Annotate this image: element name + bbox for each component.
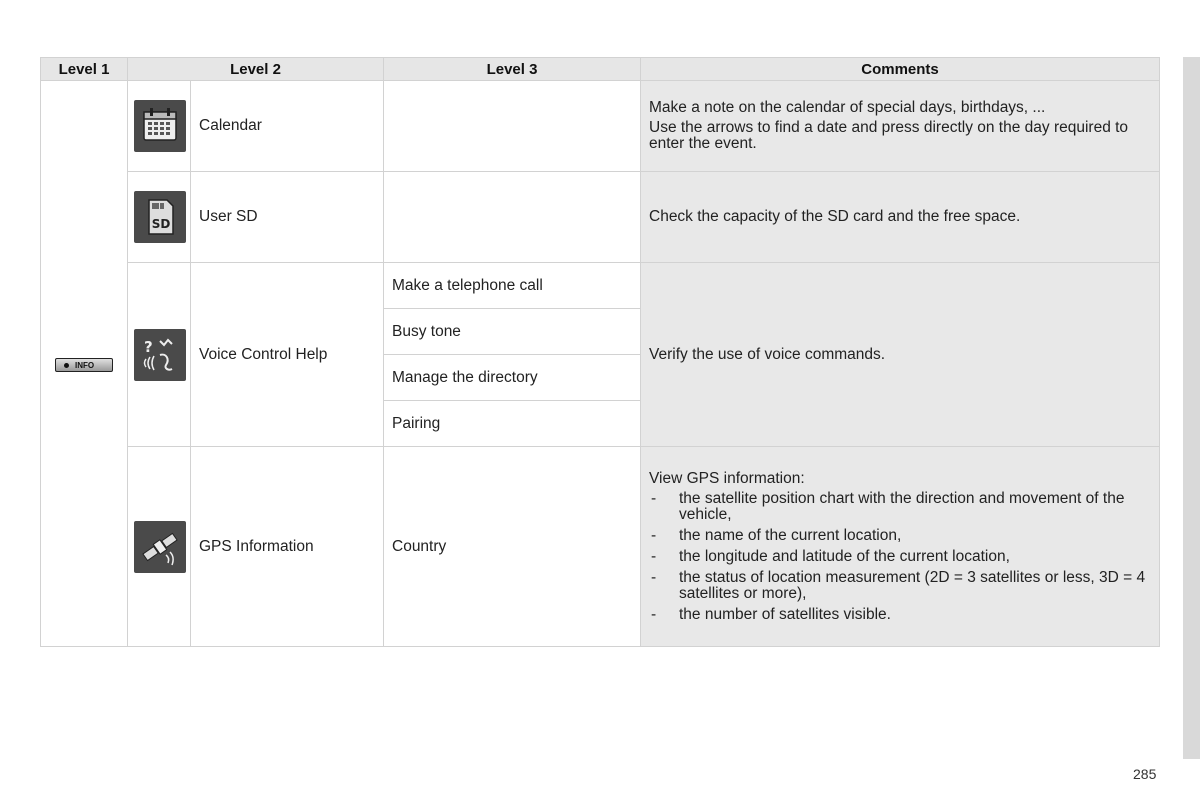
table-row-user-sd xyxy=(41,172,1160,263)
comment-calendar-line-1: Make a note on the calendar of special days, birthdays, ... xyxy=(649,99,1046,116)
page-number: 285 xyxy=(1133,766,1157,782)
calendar-icon xyxy=(134,100,186,152)
comment-user-sd xyxy=(641,172,1160,263)
sd-card-icon-cell xyxy=(128,172,191,263)
header-level-2: Level 2 xyxy=(128,58,384,81)
comment-voice-control xyxy=(641,263,1160,447)
table-row-voice-control xyxy=(41,263,1160,309)
header-row xyxy=(41,58,1160,81)
header-level-1: Level 1 xyxy=(41,58,128,81)
gps-satellite-icon xyxy=(134,521,186,573)
menu-table xyxy=(40,57,1160,647)
list-item: - the status of location measurement (2D = 3 satellites or less, 3D = 4 satellites or more), xyxy=(649,570,1151,602)
voice-help-icon-cell xyxy=(128,263,191,447)
list-item: - the longitude and latitude of the current location, xyxy=(649,549,1151,565)
level3-voice-item-1: Make a telephone call xyxy=(384,263,641,309)
table-row-calendar xyxy=(41,81,1160,172)
info-dot-icon xyxy=(64,363,69,368)
list-item: - the name of the current location, xyxy=(649,528,1151,544)
comment-gps-intro: View GPS information: xyxy=(649,469,805,487)
page-edge-bar xyxy=(1183,57,1200,759)
level2-voice-control-help: Voice Control Help xyxy=(191,263,384,447)
comment-calendar-line-2: Use the arrows to find a date and press directly on the day required to enter the event. xyxy=(649,119,1129,152)
level3-empty-user-sd xyxy=(384,172,641,263)
comment-voice-line-1: Verify the use of voice commands. xyxy=(649,345,886,363)
level2-calendar: Calendar xyxy=(191,81,384,172)
list-item: - the number of satellites visible. xyxy=(649,607,1151,623)
info-badge-label: INFO xyxy=(75,360,95,370)
comment-gps xyxy=(641,447,1160,647)
header-comments: Comments xyxy=(641,58,1160,81)
comment-calendar xyxy=(641,81,1160,172)
level1-cell xyxy=(41,81,128,647)
comment-gps-list xyxy=(649,491,1151,623)
level2-gps-information: GPS Information xyxy=(191,447,384,647)
info-button-badge xyxy=(55,358,113,372)
level3-voice-item-3: Manage the directory xyxy=(384,355,641,401)
list-item: - the satellite position chart with the direction and movement of the vehicle, xyxy=(649,491,1151,523)
comment-user-sd-line-1: Check the capacity of the SD card and the free space. xyxy=(649,208,1021,225)
level2-user-sd: User SD xyxy=(191,172,384,263)
svg-text:SD: SD xyxy=(151,217,170,231)
voice-help-icon xyxy=(134,329,186,381)
sd-card-icon xyxy=(134,191,186,243)
svg-text:?: ? xyxy=(143,337,153,356)
level3-voice-item-4: Pairing xyxy=(384,401,641,447)
level3-voice-item-2: Busy tone xyxy=(384,309,641,355)
calendar-icon-cell xyxy=(128,81,191,172)
table-row-gps xyxy=(41,447,1160,647)
level3-empty-calendar xyxy=(384,81,641,172)
gps-icon-cell xyxy=(128,447,191,647)
level3-gps-country: Country xyxy=(384,447,641,647)
header-level-3: Level 3 xyxy=(384,58,641,81)
